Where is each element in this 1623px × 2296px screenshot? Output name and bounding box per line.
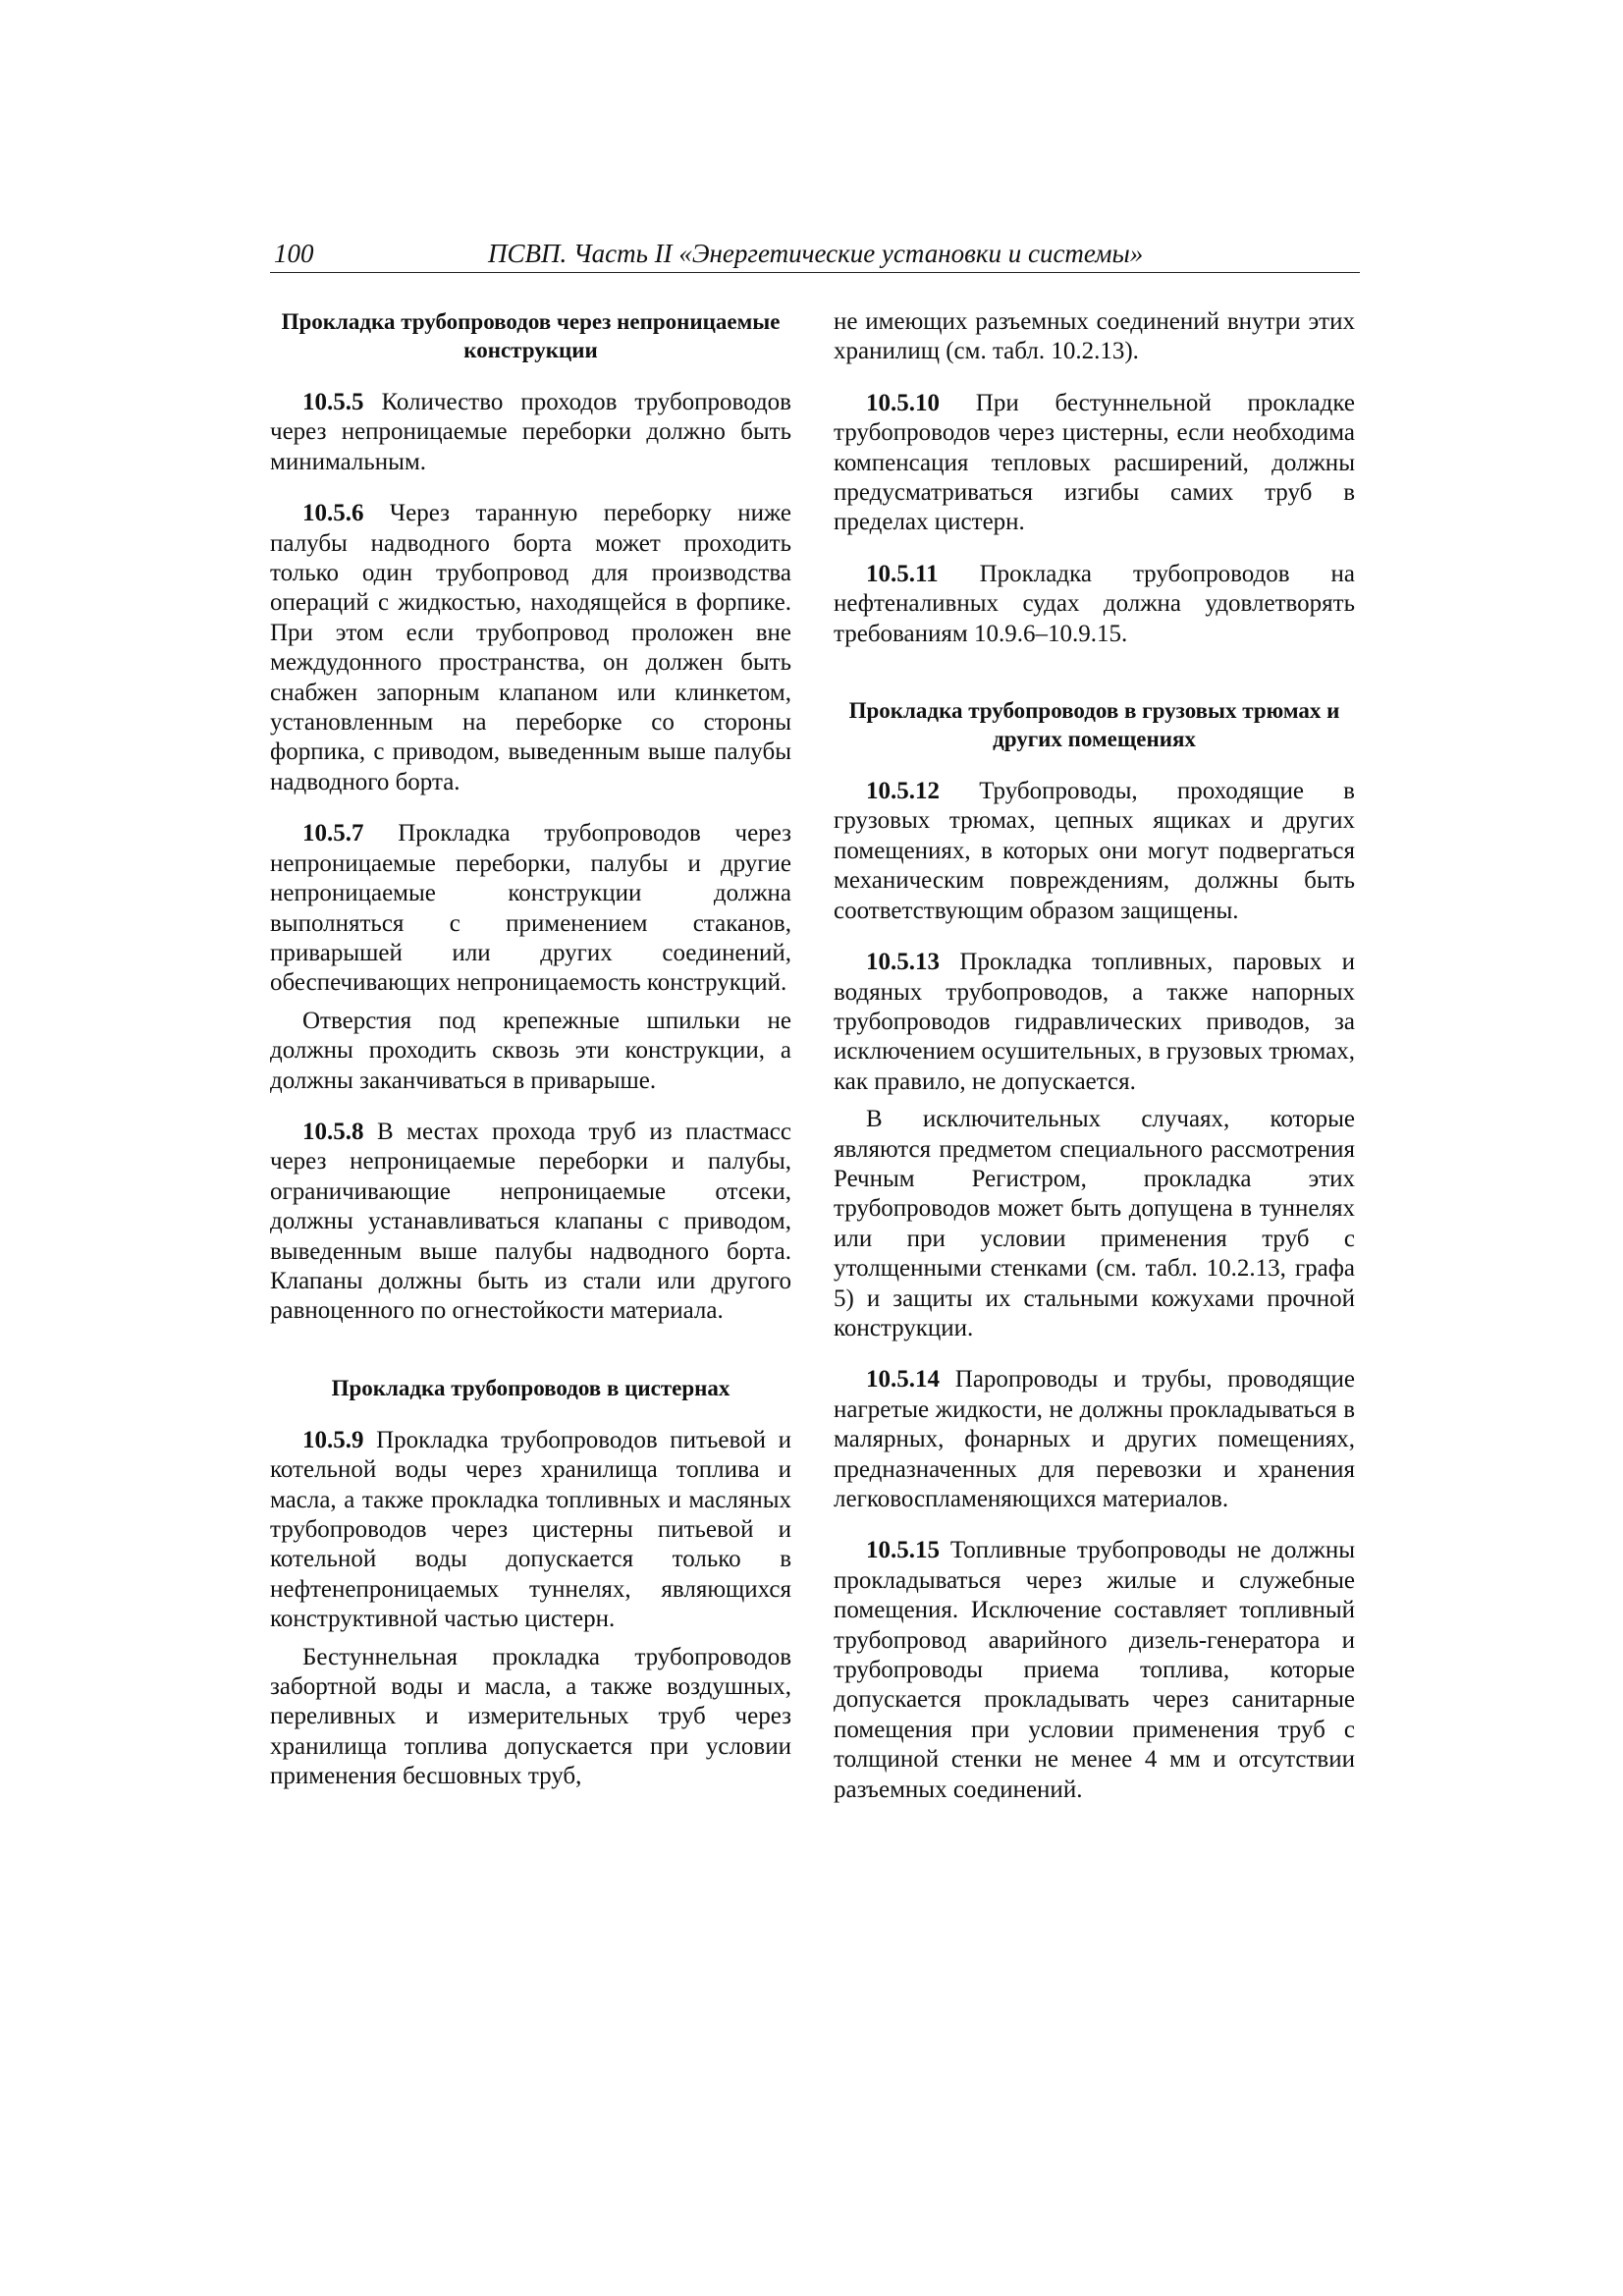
clause-text: В местах прохода труб из пластмасс через непроницаемые переборки и палубы, ограничивающие непроницаемые отсеки, должны устанавливаться клапаны с приводом, выведенным выше палубы надводного борта. Клапаны должны быть из стали или другого равноценного по огнестойкости материала. [270,1118,791,1325]
clause-text: Количество проходов трубопроводов через непроницаемые переборки должно быть минимальным. [270,389,791,475]
clause-number: 10.5.5 [302,389,364,415]
clause-text: Прокладка трубопроводов на нефтеналивных судах должна удовлетворять требованиям 10.9.6–10.9.15. [834,560,1355,647]
clause-10-5-11 [834,560,1355,649]
clause-10-5-5 [270,388,791,477]
clause-10-5-9-continued: Бестуннельная прокладка трубопроводов забортной воды и масла, а также воздушных, переливных и измерительных труб через хранилища топлива допускается при условии применения бесшовных труб, [270,1643,791,1790]
clause-10-5-7-continued: Отверстия под крепежные шпильки не должны проходить сквозь эти конструкции, а должны заканчиваться в приварыше. [270,1007,791,1094]
page-number: 100 [274,239,314,268]
clause-text: Прокладка топливных, паровых и водяных трубопроводов, а также напорных трубопроводов гидравлических приводов, за исключением осушительных, в грузовых трюмах, как правило, не допускается. [834,949,1355,1095]
clause-number: 10.5.8 [302,1118,364,1145]
left-column [270,307,791,1814]
clause-number: 10.5.11 [866,560,939,587]
clause-text: Топливные трубопроводы не должны прокладываться через жилые и служебные помещения. Исключение составляет топливный трубопровод аварийного дизель-генератора и трубопроводы приема топлива, которые допускается прокладывать через санитарные помещения при условии применения труб с толщиной стенки не менее 4 мм и отсутствии разъемных соединений. [834,1537,1355,1803]
clause-10-5-13-continued: В исключительных случаях, которые являются предметом специального рассмотрения Речным Регистром, прокладка этих трубопроводов может быть допущена в туннелях или при условии применения труб с утолщенными стенками (см. табл. 10.2.13, графа 5) и защиты их стальными кожухами прочной конструкции. [834,1106,1355,1341]
clause-number: 10.5.12 [866,778,940,805]
clause-number: 10.5.13 [866,949,940,976]
clause-text: При бестуннельной прокладке трубопроводов через цистерны, если необходима компенсация тепловых расширений, должны предусматриваться изгибы самих труб в пределах цистерн. [834,389,1355,536]
clause-10-5-7 [270,819,791,998]
clause-text: Через таранную переборку ниже палубы надводного борта может проходить только один трубопровод для производства операций с жидкостью, находящейся в форпике. При этом если трубопровод проложен вне междудонного пространства, он должен быть снабжен запорным клапаном или клинкетом, установленным на переборке со стороны форпика, с приводом, выведенным выше палубы надводного борта. [270,500,791,795]
clause-text: Прокладка трубопроводов через непроницаемые переборки, палубы и другие непроницаемые конструкции должна выполняться с применением стаканов, приварышей или других соединений, обеспечивающих непроницаемость конструкций. [270,820,791,997]
section-heading: Прокладка трубопроводов через непроницаемые конструкции [281,309,781,362]
clause-10-5-15 [834,1536,1355,1805]
clause-number: 10.5.7 [302,820,364,847]
clause-number: 10.5.15 [866,1537,940,1564]
clause-number: 10.5.14 [866,1366,940,1394]
right-column [834,307,1355,1827]
clause-text: Прокладка трубопроводов питьевой и котельной воды через хранилища топлива и масла, а также прокладка топливных и масляных трубопроводов через цистерны питьевой и котельной воды допускается только в нефтенепроницаемых туннелях, являющихся конструктивной частью цистерн. [270,1426,791,1633]
clause-text: Трубопроводы, проходящие в грузовых трюмах, цепных ящиках и других помещениях, в которых они могут подвергаться механическим повреждениям, должны быть соответствующим образом защищены. [834,778,1355,924]
clause-number: 10.5.10 [866,389,940,416]
clause-10-5-12 [834,777,1355,926]
clause-10-5-9 [270,1426,791,1635]
page-header [270,237,1360,273]
section-heading: Прокладка трубопроводов в цистернах [331,1375,730,1400]
clause-text: Паропроводы и трубы, проводящие нагретые жидкости, не должны прокладываться в малярных, фонарных и других помещениях, предназначенных для перевозки и хранения легковоспламеняющихся материалов. [834,1366,1355,1512]
clause-10-5-10 [834,389,1355,538]
clause-10-5-9-tail: не имеющих разъемных соединений внутри этих хранилищ (см. табл. 10.2.13). [834,308,1355,365]
clause-10-5-6 [270,499,791,797]
clause-number: 10.5.6 [302,500,364,527]
clause-10-5-13 [834,948,1355,1097]
clause-10-5-8 [270,1118,791,1327]
clause-number: 10.5.9 [302,1426,364,1453]
clause-10-5-14 [834,1365,1355,1514]
section-heading: Прокладка трубопроводов в грузовых трюмах и других помещениях [848,698,1340,752]
running-title: ПСВП. Часть II «Энергетические установки и системы» [488,239,1144,268]
